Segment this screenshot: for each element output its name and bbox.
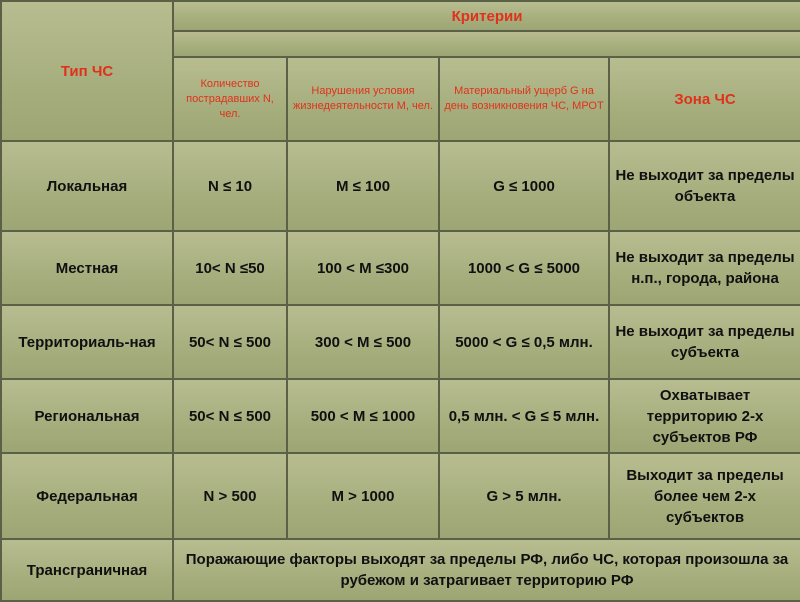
row-zone: Охватывает территорию 2-х субъектов РФ: [609, 379, 800, 453]
header-col-disruption: Нарушения условия жизнедеятельности M, чел.: [287, 57, 439, 141]
row-disruption: M ≤ 100: [287, 141, 439, 231]
row-damage: 1000 < G ≤ 5000: [439, 231, 609, 305]
transboundary-type: Трансграничная: [1, 539, 173, 601]
row-zone: Не выходит за пределы субъекта: [609, 305, 800, 379]
table-row: [1, 231, 800, 305]
row-casualties: 50< N ≤ 500: [173, 305, 287, 379]
row-type: Местная: [1, 231, 173, 305]
header-spacer: [173, 31, 800, 57]
row-casualties: 50< N ≤ 500: [173, 379, 287, 453]
row-disruption: 100 < M ≤300: [287, 231, 439, 305]
row-damage: 0,5 млн. < G ≤ 5 млн.: [439, 379, 609, 453]
row-casualties: N > 500: [173, 453, 287, 539]
header-col-zone: Зона ЧС: [609, 57, 800, 141]
row-casualties: N ≤ 10: [173, 141, 287, 231]
table-row: [1, 453, 800, 539]
row-zone: Не выходит за пределы н.п., города, района: [609, 231, 800, 305]
row-disruption: M > 1000: [287, 453, 439, 539]
row-zone: Выходит за пределы более чем 2-х субъектов: [609, 453, 800, 539]
row-type: Локальная: [1, 141, 173, 231]
row-casualties: 10< N ≤50: [173, 231, 287, 305]
table-row: [1, 539, 800, 601]
row-damage: 5000 < G ≤ 0,5 млн.: [439, 305, 609, 379]
transboundary-description: Поражающие факторы выходят за пределы РФ, либо ЧС, которая произошла за рубежом и затрагивает территорию РФ: [173, 539, 800, 601]
table-row: [1, 379, 800, 453]
table-row: [1, 305, 800, 379]
header-col-casualties: Количество пострадавших N, чел.: [173, 57, 287, 141]
row-damage: G ≤ 1000: [439, 141, 609, 231]
header-col-damage: Материальный ущерб G на день возникновения ЧС, МРОТ: [439, 57, 609, 141]
header-type: Тип ЧС: [1, 1, 173, 141]
row-type: Территориаль-ная: [1, 305, 173, 379]
header-criteria: Критерии: [173, 1, 800, 31]
row-type: Федеральная: [1, 453, 173, 539]
row-type: Региональная: [1, 379, 173, 453]
table-row: [1, 141, 800, 231]
row-damage: G > 5 млн.: [439, 453, 609, 539]
row-zone: Не выходит за пределы объекта: [609, 141, 800, 231]
row-disruption: 500 < M ≤ 1000: [287, 379, 439, 453]
row-disruption: 300 < M ≤ 500: [287, 305, 439, 379]
